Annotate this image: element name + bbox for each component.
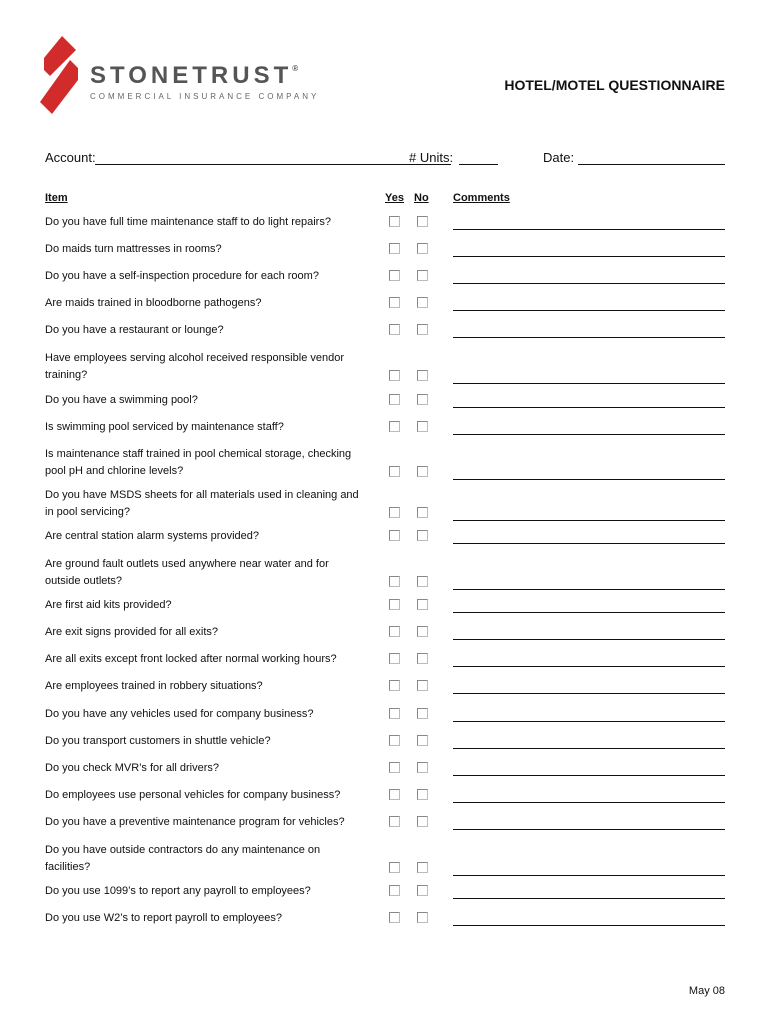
no-checkbox[interactable] <box>417 885 428 896</box>
no-checkbox[interactable] <box>417 421 428 432</box>
question-text: Do you have outside contractors do any maintenance on facilities? <box>45 844 321 873</box>
yes-checkbox[interactable] <box>389 216 400 227</box>
question-text: Are maids trained in bloodborne pathogens? <box>45 297 262 309</box>
yes-header: Yes <box>385 192 404 204</box>
no-checkbox[interactable] <box>417 653 428 664</box>
question-text: Do you have any vehicles used for company business? <box>45 708 314 720</box>
question-text: Are all exits except front locked after normal working hours? <box>45 653 337 665</box>
comments-field[interactable] <box>453 520 725 521</box>
question-text: Do maids turn mattresses in rooms? <box>45 243 222 255</box>
yes-checkbox[interactable] <box>389 530 400 541</box>
question-text: Is swimming pool serviced by maintenance staff? <box>45 421 284 433</box>
yes-checkbox[interactable] <box>389 394 400 405</box>
comments-field[interactable] <box>453 802 725 803</box>
comments-header: Comments <box>453 192 510 204</box>
yes-checkbox[interactable] <box>389 270 400 281</box>
no-checkbox[interactable] <box>417 599 428 610</box>
no-checkbox[interactable] <box>417 626 428 637</box>
question-text: Are ground fault outlets used anywhere near water and for outside outlets? <box>45 558 329 587</box>
yes-checkbox[interactable] <box>389 862 400 873</box>
question-text: Do you have a preventive maintenance program for vehicles? <box>45 816 345 828</box>
no-checkbox[interactable] <box>417 789 428 800</box>
comments-field[interactable] <box>453 383 725 384</box>
question-text: Do you have a swimming pool? <box>45 394 198 406</box>
comments-field[interactable] <box>453 875 725 876</box>
question-text: Are first aid kits provided? <box>45 599 172 611</box>
no-checkbox[interactable] <box>417 466 428 477</box>
comments-field[interactable] <box>453 283 725 284</box>
brand-tagline: COMMERCIAL INSURANCE COMPANY <box>90 92 320 101</box>
no-checkbox[interactable] <box>417 708 428 719</box>
no-header: No <box>414 192 429 204</box>
yes-checkbox[interactable] <box>389 370 400 381</box>
yes-checkbox[interactable] <box>389 243 400 254</box>
comments-field[interactable] <box>453 229 725 230</box>
comments-field[interactable] <box>453 543 725 544</box>
no-checkbox[interactable] <box>417 370 428 381</box>
date-label: Date: <box>543 150 575 165</box>
yes-checkbox[interactable] <box>389 816 400 827</box>
question-text: Do you use W2’s to report payroll to employees? <box>45 912 283 924</box>
yes-checkbox[interactable] <box>389 680 400 691</box>
comments-field[interactable] <box>453 434 725 435</box>
comments-field[interactable] <box>453 337 725 338</box>
comments-field[interactable] <box>453 748 725 749</box>
no-checkbox[interactable] <box>417 216 428 227</box>
comments-field[interactable] <box>453 256 725 257</box>
units-label: # Units: <box>409 150 454 165</box>
yes-checkbox[interactable] <box>389 507 400 518</box>
logo-slash-icon <box>38 36 82 116</box>
no-checkbox[interactable] <box>417 243 428 254</box>
yes-checkbox[interactable] <box>389 653 400 664</box>
comments-field[interactable] <box>453 925 725 926</box>
no-checkbox[interactable] <box>417 576 428 587</box>
no-checkbox[interactable] <box>417 297 428 308</box>
yes-checkbox[interactable] <box>389 576 400 587</box>
comments-field[interactable] <box>453 612 725 613</box>
no-checkbox[interactable] <box>417 324 428 335</box>
account-label: Account: <box>45 150 96 165</box>
comments-field[interactable] <box>453 407 725 408</box>
footer-date: May 08 <box>688 985 725 997</box>
no-checkbox[interactable] <box>417 680 428 691</box>
no-checkbox[interactable] <box>417 762 428 773</box>
yes-checkbox[interactable] <box>389 297 400 308</box>
comments-field[interactable] <box>453 639 725 640</box>
question-text: Do you have a self-inspection procedure for each room? <box>45 270 319 282</box>
yes-checkbox[interactable] <box>389 626 400 637</box>
question-text: Do you have MSDS sheets for all materials used in cleaning and in pool servicing? <box>45 489 359 518</box>
question-text: Do you have a restaurant or lounge? <box>45 324 224 336</box>
yes-checkbox[interactable] <box>389 466 400 477</box>
question-text: Do you check MVR’s for all drivers? <box>45 762 220 774</box>
question-text: Is maintenance staff trained in pool chemical storage, checking pool pH and chlorine levels? <box>45 448 352 477</box>
no-checkbox[interactable] <box>417 816 428 827</box>
yes-checkbox[interactable] <box>389 324 400 335</box>
question-text: Are exit signs provided for all exits? <box>45 626 219 638</box>
question-text: Do you transport customers in shuttle vehicle? <box>45 735 271 747</box>
yes-checkbox[interactable] <box>389 789 400 800</box>
no-checkbox[interactable] <box>417 735 428 746</box>
yes-checkbox[interactable] <box>389 735 400 746</box>
comments-field[interactable] <box>453 310 725 311</box>
no-checkbox[interactable] <box>417 394 428 405</box>
question-text: Are employees trained in robbery situations? <box>45 680 263 692</box>
date-field[interactable] <box>578 164 725 165</box>
comments-field[interactable] <box>453 721 725 722</box>
comments-field[interactable] <box>453 693 725 694</box>
question-text: Do you have full time maintenance staff to do light repairs? <box>45 216 331 228</box>
no-checkbox[interactable] <box>417 530 428 541</box>
question-text: Have employees serving alcohol received responsible vendor training? <box>45 352 344 381</box>
comments-field[interactable] <box>453 898 725 899</box>
comments-field[interactable] <box>453 775 725 776</box>
yes-checkbox[interactable] <box>389 885 400 896</box>
no-checkbox[interactable] <box>417 270 428 281</box>
question-text: Are central station alarm systems provided? <box>45 530 259 542</box>
comments-field[interactable] <box>453 666 725 667</box>
page-title: HOTEL/MOTEL QUESTIONNAIRE <box>504 77 725 93</box>
yes-checkbox[interactable] <box>389 599 400 610</box>
stonetrust-logo <box>38 36 320 116</box>
brand-name: STONETRUST® <box>90 62 299 89</box>
account-field[interactable] <box>95 164 451 165</box>
item-header: Item <box>45 192 68 204</box>
comments-field[interactable] <box>453 479 725 480</box>
yes-checkbox[interactable] <box>389 762 400 773</box>
no-checkbox[interactable] <box>417 507 428 518</box>
yes-checkbox[interactable] <box>389 912 400 923</box>
comments-field[interactable] <box>453 589 725 590</box>
yes-checkbox[interactable] <box>389 421 400 432</box>
yes-checkbox[interactable] <box>389 708 400 719</box>
no-checkbox[interactable] <box>417 862 428 873</box>
comments-field[interactable] <box>453 829 725 830</box>
question-text: Do employees use personal vehicles for company business? <box>45 789 341 801</box>
question-text: Do you use 1099’s to report any payroll to employees? <box>45 885 311 897</box>
no-checkbox[interactable] <box>417 912 428 923</box>
units-field[interactable] <box>459 164 498 165</box>
